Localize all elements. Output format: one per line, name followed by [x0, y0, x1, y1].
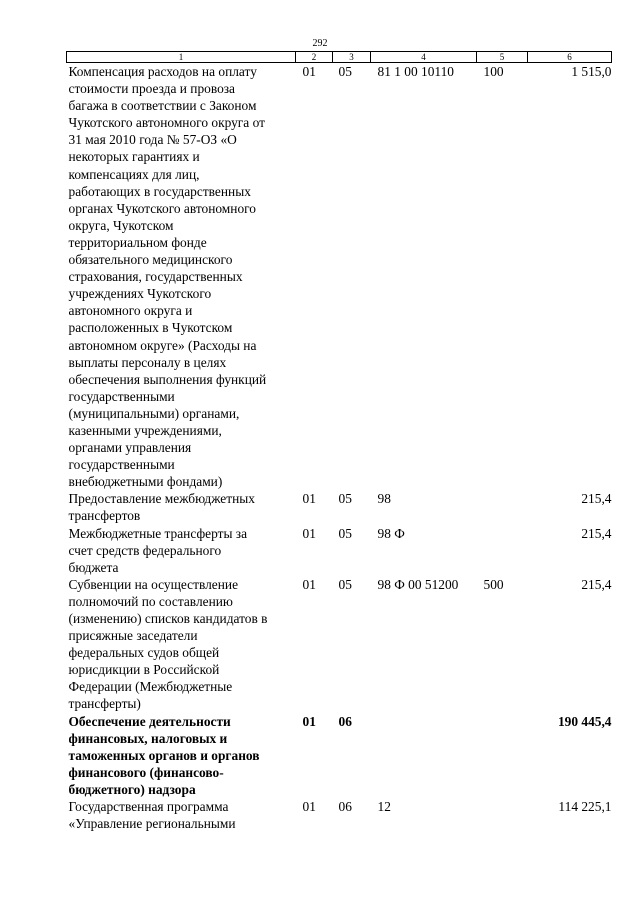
- row-name-line: государственными: [68, 457, 175, 473]
- row-name-line: присяжные заседатели: [68, 628, 198, 644]
- row-name-line: округа, Чукотском: [68, 217, 174, 233]
- row-cs: 98: [377, 491, 391, 507]
- table-row: [67, 490, 612, 524]
- row-name-line: финансового (финансово-: [68, 764, 224, 780]
- row-name-line: Компенсация расходов на оплату: [68, 64, 257, 79]
- row-name-line: расположенных в Чукотском: [68, 320, 233, 336]
- row-name-line: государственными: [68, 388, 175, 404]
- row-amount: 215,4: [581, 525, 612, 541]
- header-col-3: 3: [333, 52, 371, 63]
- row-name-line: таможенных органов и органов: [68, 747, 260, 763]
- row-name-line: автономном округе» (Расходы на: [68, 337, 257, 353]
- row-name-line: работающих в государственных: [68, 183, 251, 199]
- row-cs: 98 Ф: [377, 525, 405, 541]
- row-name-line: территориальном фонде: [68, 234, 207, 250]
- header-col-6: 6: [528, 52, 612, 63]
- header-col-1: 1: [67, 52, 296, 63]
- row-name-line: (муниципальными) органами,: [68, 405, 240, 421]
- row-rz: 01: [302, 799, 316, 815]
- row-name-line: Чукотского автономного округа от: [68, 115, 265, 131]
- row-name-line: страхования, государственных: [68, 269, 243, 285]
- row-name-line: обеспечения выполнения функций: [68, 371, 267, 387]
- header-col-4: 4: [371, 52, 477, 63]
- row-name-line: бюджета: [68, 559, 119, 575]
- row-amount: 114 225,1: [558, 799, 612, 815]
- row-vr: 500: [483, 576, 504, 592]
- budget-table: [66, 51, 612, 832]
- row-name-line: обязательного медицинского: [68, 252, 233, 268]
- row-name-line: юрисдикции в Российской: [68, 662, 220, 678]
- row-name-line: трансферты): [68, 696, 141, 712]
- row-vr: [477, 490, 528, 524]
- row-name-line: Межбюджетные трансферты за: [68, 525, 248, 541]
- row-name-line: (изменению) списков кандидатов в: [68, 611, 268, 626]
- row-name-line: органах Чукотского автономного: [68, 200, 256, 216]
- row-pr: 05: [338, 576, 352, 592]
- row-name: [67, 525, 296, 576]
- row-name-line: Предоставление межбюджетных: [68, 491, 255, 507]
- table-header: [67, 52, 612, 63]
- row-name-line: финансовых, налоговых и: [68, 730, 228, 746]
- row-name: [67, 798, 296, 832]
- row-name-line: «Управление региональными: [68, 816, 236, 832]
- row-cs: 12: [377, 799, 391, 815]
- row-rz: 01: [302, 491, 316, 507]
- row-name-line: Обеспечение деятельности: [68, 713, 231, 729]
- row-name-line: внебюджетными фондами): [68, 474, 223, 490]
- row-cs: [371, 713, 477, 798]
- row-name: [67, 713, 296, 798]
- row-name-line: 31 мая 2010 года № 57-ОЗ «О: [68, 132, 237, 148]
- row-vr: [477, 798, 528, 832]
- row-pr: 05: [338, 491, 352, 507]
- row-name-line: выплаты персоналу в целях: [68, 354, 227, 370]
- row-vr: [477, 713, 528, 798]
- row-name-line: компенсациях для лиц,: [68, 166, 200, 182]
- row-name-line: федеральных судов общей: [68, 645, 220, 661]
- row-name: [67, 63, 296, 491]
- table-row: [67, 798, 612, 832]
- table-row: [67, 63, 612, 491]
- row-name-line: счет средств федерального: [68, 542, 222, 558]
- row-pr: 06: [338, 799, 352, 815]
- row-rz: 01: [302, 713, 316, 729]
- row-amount: 1 515,0: [571, 64, 612, 79]
- row-name-line: стоимости проезда и провоза: [68, 81, 236, 97]
- row-name-line: Государственная программа: [68, 799, 229, 815]
- row-pr: 05: [338, 64, 352, 79]
- row-pr: 05: [338, 525, 352, 541]
- row-name-line: автономного округа и: [68, 303, 193, 319]
- row-name-line: казенными учреждениями,: [68, 422, 222, 438]
- row-name-line: Федерации (Межбюджетные: [68, 679, 233, 695]
- row-name-line: трансфертов: [68, 508, 141, 524]
- table-row: [67, 576, 612, 713]
- table-row: [67, 713, 612, 798]
- row-rz: 01: [302, 525, 316, 541]
- row-name-line: некоторых гарантиях и: [68, 149, 200, 165]
- row-cs: 81 1 00 10110: [377, 64, 454, 79]
- row-name-line: учреждениях Чукотского: [68, 286, 212, 302]
- page-number: 292: [312, 38, 328, 49]
- table-row: [67, 525, 612, 576]
- row-name-line: полномочий по составлению: [68, 593, 233, 609]
- row-amount: 215,4: [581, 491, 612, 507]
- row-vr: [477, 525, 528, 576]
- row-name-line: бюджетного) надзора: [68, 781, 196, 797]
- row-name-line: органами управления: [68, 440, 192, 456]
- row-amount: 190 445,4: [557, 713, 612, 729]
- row-pr: 06: [338, 713, 352, 729]
- row-name-line: багажа в соответствии с Законом: [68, 98, 257, 114]
- row-name: [67, 576, 296, 713]
- row-amount: 215,4: [581, 576, 612, 592]
- header-row: [67, 52, 612, 63]
- row-cs: 98 Ф 00 51200: [377, 576, 459, 592]
- row-name-line: Субвенции на осуществление: [68, 576, 239, 592]
- row-rz: 01: [302, 64, 316, 79]
- row-name: [67, 490, 296, 524]
- row-rz: 01: [302, 576, 316, 592]
- row-vr: 100: [483, 64, 504, 79]
- header-col-5: 5: [477, 52, 528, 63]
- header-col-2: 2: [296, 52, 333, 63]
- table-body: [67, 63, 612, 833]
